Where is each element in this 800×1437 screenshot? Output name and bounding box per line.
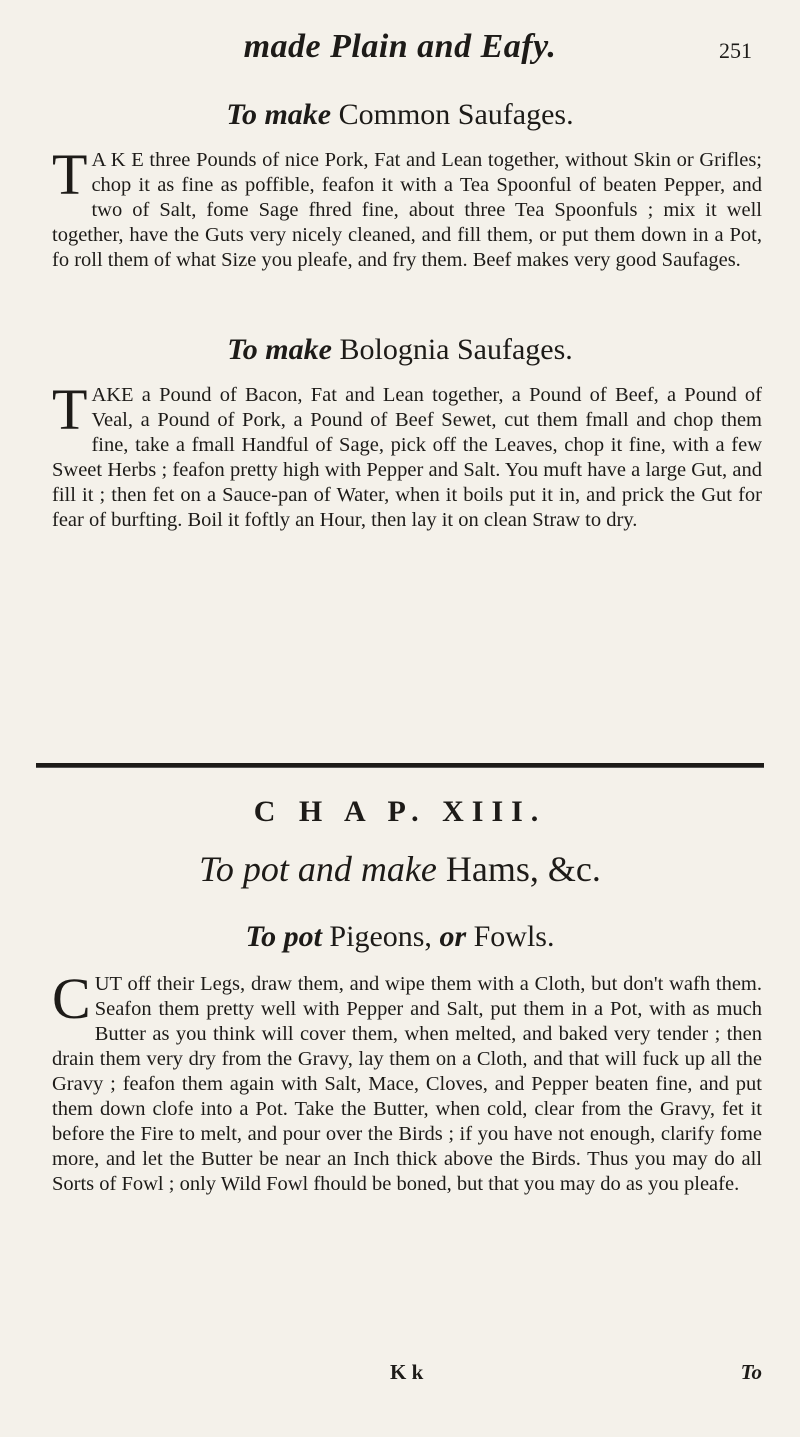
chapter-label: C H A P. XIII. — [253, 795, 547, 828]
heading-text: Common Saufages. — [331, 98, 574, 131]
recipe-text: UT off their Legs, draw them, and wipe them with a Cloth, but don't wafh them. Seafon them pretty well with Pepper and Salt, put them in a Pot, with as much Butter as you think will cover them, when melted, and baked very tender ; then drain them very dry from the Gravy, lay them on a Cloth, and that will fuck up all the Gravy ; feafon them again with Salt, Mace, Cloves, and Pepper beaten fine, and put them down clofe into a Pot. Take the Butter, when cold, clear from the Gravy, fet it before the Fire to melt, and pour over the Birds ; if you have not enough, clarify fome more, and let the Butter be near an Inch thick above the Birds. Thus you may do all Sorts of Fowl ; only Wild Fowl fhould be boned, but that you may do as you pleafe. — [52, 973, 762, 1195]
section-heading-bolognia-sausages — [40, 333, 760, 367]
running-head — [40, 28, 760, 76]
drop-cap: T — [52, 377, 88, 442]
page-number: 251 — [719, 38, 752, 63]
chapter-subtitle-text: Hams, &c. — [436, 849, 601, 889]
drop-cap: C — [52, 966, 91, 1031]
recipe-text: A K E three Pounds of nice Pork, Fat and Lean together, without Skin or Grifles; chop it as fine as poffible, feafon it with a Tea Spoonful of beaten Pepper, and two of Salt, fome Sage fhred fine, about three Tea Spoonfuls ; mix it well together, have the Guts very nicely cleaned, and fill them, or put them down in a Pot, fo roll them of what Size you pleafe, and fry them. Beef makes very good Saufages. — [52, 149, 762, 271]
drop-cap: T — [52, 142, 88, 207]
heading-or: or — [439, 920, 467, 953]
recipe-common-sausages — [52, 142, 762, 273]
section-divider-rule — [36, 763, 764, 768]
page-footer — [52, 1360, 762, 1388]
section-heading-pot-pigeons — [40, 920, 760, 954]
chapter-subtitle-italic: To pot and make — [199, 849, 437, 889]
chapter-subtitle — [40, 848, 760, 890]
signature-mark: K k — [390, 1360, 424, 1384]
running-title: made Plain and Eafy. — [243, 28, 557, 65]
section-heading-common-sausages — [40, 98, 760, 132]
heading-italic: To make — [227, 333, 332, 366]
recipe-text: AKE a Pound of Bacon, Fat and Lean together, a Pound of Beef, a Pound of Veal, a Pound of Pork, a Pound of Beef Sewet, cut them fmall and chop them fine, take a fmall Handful of Sage, pick off the Leaves, chop it fine, with a few Sweet Herbs ; feafon pretty high with Pepper and Salt. You muft have a large Gut, and fill it ; then fet on a Sauce-pan of Water, when it boils put it in, and prick the Gut for fear of burfting. Boil it foftly an Hour, then lay it on clean Straw to dry. — [52, 384, 762, 531]
recipe-bolognia-sausages — [52, 377, 762, 533]
recipe-pot-pigeons — [52, 966, 762, 1197]
heading-italic: To make — [226, 98, 332, 131]
heading-text-end: Fowls. — [466, 920, 555, 953]
heading-text: Bolognia Saufages. — [331, 333, 573, 366]
heading-text: Pigeons, — [321, 920, 440, 953]
heading-italic: To pot — [245, 920, 322, 953]
catchword: To — [740, 1360, 762, 1384]
